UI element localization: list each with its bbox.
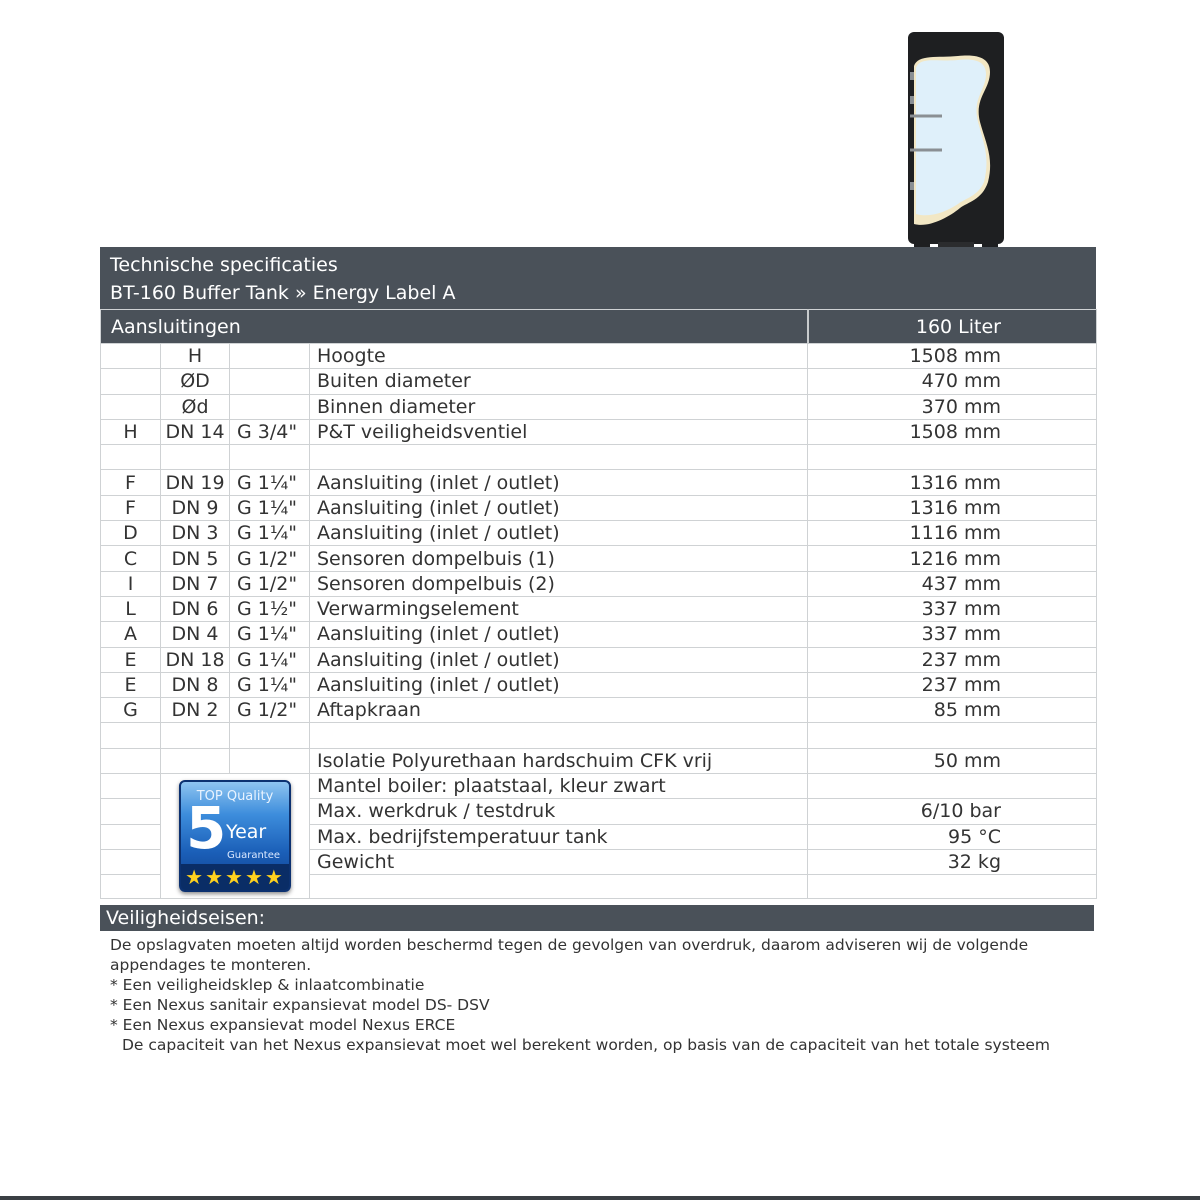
row-value: 437 mm [808,571,1097,596]
table-row [101,647,1097,672]
table-row [101,672,1097,697]
bottom-divider [0,1196,1200,1200]
spec-table-header [101,310,1097,344]
row-description: Aansluiting (inlet / outlet) [310,647,808,672]
table-row [101,344,1097,369]
row-code: G [101,698,161,723]
spec-table [100,309,1097,899]
table-row [101,698,1097,723]
row-dn: DN 18 [161,647,230,672]
row-value: 237 mm [808,647,1097,672]
row-value: 370 mm [808,394,1097,419]
row-thread: G 1¼" [230,672,310,697]
table-row [101,774,1097,799]
row-value: 50 mm [808,748,1097,773]
row-description: Hoogte [310,344,808,369]
row-description: Gewicht [310,849,808,874]
row-dn: DN 8 [161,672,230,697]
row-thread [230,369,310,394]
row-value: 32 kg [808,849,1097,874]
five-year-guarantee-badge [179,780,291,892]
row-value: 1216 mm [808,546,1097,571]
spec-header [100,247,1096,309]
row-value [808,723,1097,748]
row-thread: G 1¼" [230,521,310,546]
row-code [101,875,161,899]
row-description [310,445,808,470]
badge-year: Year [226,821,267,844]
row-code [101,369,161,394]
safety-line: * Een veiligheidsklep & inlaatcombinatie [110,976,425,994]
row-value [808,445,1097,470]
row-value: 1316 mm [808,470,1097,495]
row-thread: G 1½" [230,596,310,621]
row-value: 1508 mm [808,419,1097,444]
row-dn: DN 9 [161,495,230,520]
row-dn: H [161,344,230,369]
buffer-tank-illustration [908,32,1004,248]
row-code: L [101,596,161,621]
row-code [101,774,161,799]
row-dn: DN 14 [161,419,230,444]
table-row [101,723,1097,748]
row-description: Max. werkdruk / testdruk [310,799,808,824]
row-dn: ØD [161,369,230,394]
row-dn: DN 4 [161,622,230,647]
safety-text [110,935,1100,1055]
row-thread: G 1¼" [230,647,310,672]
row-code [101,344,161,369]
row-value: 470 mm [808,369,1097,394]
badge-guarantee: Guarantee [227,850,281,862]
safety-line: * Een Nexus sanitair expansievat model DS- DSV [110,996,490,1014]
row-value: 1116 mm [808,521,1097,546]
row-thread: G 1¼" [230,495,310,520]
row-dn [161,723,230,748]
row-description: Aansluiting (inlet / outlet) [310,622,808,647]
row-value: 6/10 bar [808,799,1097,824]
row-code [101,748,161,773]
row-value: 337 mm [808,622,1097,647]
row-code: A [101,622,161,647]
row-description: Aansluiting (inlet / outlet) [310,672,808,697]
row-thread: G 1/2" [230,571,310,596]
row-thread: G 1/2" [230,698,310,723]
table-row [101,369,1097,394]
table-row [101,546,1097,571]
row-thread [230,394,310,419]
row-value: 237 mm [808,672,1097,697]
row-description: Sensoren dompelbuis (2) [310,571,808,596]
row-dn: DN 5 [161,546,230,571]
row-code [101,394,161,419]
table-row [101,596,1097,621]
row-code: E [101,672,161,697]
row-dn: DN 7 [161,571,230,596]
row-code [101,445,161,470]
table-row [101,495,1097,520]
row-dn: DN 6 [161,596,230,621]
table-row [101,571,1097,596]
row-thread: G 1¼" [230,470,310,495]
row-description [310,875,808,899]
row-dn: DN 2 [161,698,230,723]
capacity-label: 160 Liter [808,310,1097,344]
spec-title: Technische specificaties [110,254,338,276]
row-thread [230,723,310,748]
row-description: Sensoren dompelbuis (1) [310,546,808,571]
row-dn: Ød [161,394,230,419]
row-thread: G 1/2" [230,546,310,571]
row-dn [161,445,230,470]
star-rating-icon: ★★★★★ [181,864,289,890]
row-code [101,799,161,824]
row-value: 1316 mm [808,495,1097,520]
row-code: D [101,521,161,546]
row-value [808,774,1097,799]
row-thread [230,445,310,470]
row-value: 337 mm [808,596,1097,621]
row-description: Aansluiting (inlet / outlet) [310,495,808,520]
row-value: 95 °C [808,824,1097,849]
table-row [101,622,1097,647]
row-code: H [101,419,161,444]
row-description: Max. bedrijfstemperatuur tank [310,824,808,849]
row-description: Aftapkraan [310,698,808,723]
row-dn: DN 3 [161,521,230,546]
table-row [101,394,1097,419]
row-thread: G 1¼" [230,622,310,647]
row-code: F [101,470,161,495]
row-value: 1508 mm [808,344,1097,369]
section-label: Aansluitingen [101,310,808,344]
table-row [101,470,1097,495]
row-description: Binnen diameter [310,394,808,419]
row-description [310,723,808,748]
row-code: C [101,546,161,571]
safety-note: De capaciteit van het Nexus expansievat moet wel berekent worden, op basis van de capaciteit van het totale systeem [122,1036,1051,1054]
row-description: P&T veiligheidsventiel [310,419,808,444]
row-value: 85 mm [808,698,1097,723]
table-row [101,521,1097,546]
row-dn: DN 19 [161,470,230,495]
guarantee-badge-cell [161,774,310,899]
safety-title: Veiligheidseisen: [100,905,1094,931]
safety-line: De opslagvaten moeten altijd worden beschermd tegen de gevolgen van overdruk, daarom adviseren wij de volgende [110,936,1029,954]
row-code: I [101,571,161,596]
row-description: Mantel boiler: plaatstaal, kleur zwart [310,774,808,799]
row-code [101,849,161,874]
row-code: F [101,495,161,520]
table-row [101,445,1097,470]
row-description: Buiten diameter [310,369,808,394]
safety-line: appendages te monteren. [110,956,312,974]
safety-line: * Een Nexus expansievat model Nexus ERCE [110,1016,456,1034]
spec-subtitle: BT-160 Buffer Tank » Energy Label A [110,282,456,304]
row-thread [230,344,310,369]
badge-number: 5 [186,794,227,863]
row-dn [161,748,230,773]
row-description: Isolatie Polyurethaan hardschuim CFK vrij [310,748,808,773]
badge-top-text: TOP Quality [196,789,274,805]
row-description: Aansluiting (inlet / outlet) [310,470,808,495]
row-thread: G 3/4" [230,419,310,444]
table-row [101,748,1097,773]
row-value [808,875,1097,899]
row-thread [230,748,310,773]
row-description: Verwarmingselement [310,596,808,621]
table-row [101,419,1097,444]
row-code [101,824,161,849]
row-code: E [101,647,161,672]
row-description: Aansluiting (inlet / outlet) [310,521,808,546]
row-code [101,723,161,748]
